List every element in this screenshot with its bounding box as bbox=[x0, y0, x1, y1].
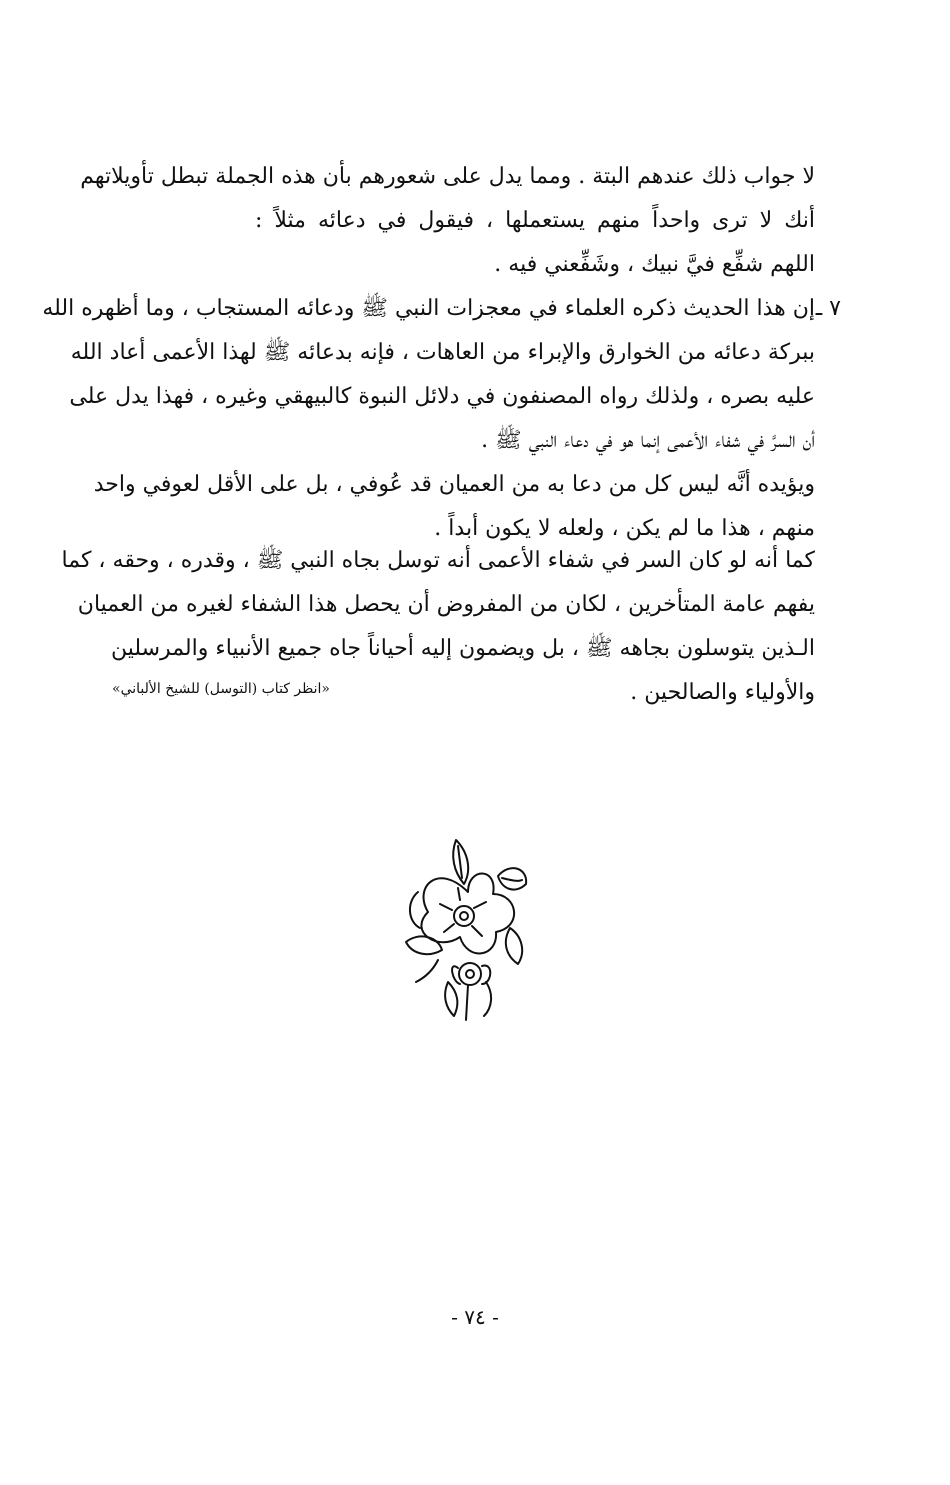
paragraph-line: كما أنه لو كان السر في شفاء الأعمى أنه توسل بجاه النبي ﷺ ، وقدره ، وحقه ، كما bbox=[61, 548, 815, 573]
paragraph-line: إن هذا الحديث ذكره العلماء في معجزات النبي ﷺ ودعائه المستجاب ، وما أظهره الله bbox=[42, 296, 815, 321]
paragraph-line: ببركة دعائه من الخوارق والإبراء من العاهات ، فإنه بدعائه ﷺ لهذا الأعمى أعاد الله bbox=[70, 340, 815, 365]
paragraph-3 bbox=[93, 463, 815, 551]
paragraph-line: منهم ، هذا ما لم يكن ، ولعله لا يكون أبداً . bbox=[434, 516, 815, 541]
paragraph-line: اللهم شفِّع فيَّ نبيك ، وشَفِّعني فيه . bbox=[494, 252, 815, 277]
paragraph-line: لا جواب ذلك عندهم البتة . ومما يدل على شعورهم بأن هذه الجملة تبطل تأويلاتهم bbox=[80, 164, 815, 189]
paragraph-1 bbox=[80, 155, 815, 287]
paragraph-line: أنك لا ترى واحداً منهم يستعملها ، فيقول في دعائه مثلاً : bbox=[255, 208, 815, 233]
paragraph-line: أن السرَّ في شفاء الأعمى إنما هو في دعاء النبي ﷺ . bbox=[481, 428, 815, 453]
page-number: - ٧٤ - bbox=[451, 1305, 499, 1329]
source-note: «انظر كتاب (التوسل) للشيخ الألباني» bbox=[112, 681, 330, 697]
paragraph-line: يفهم عامة المتأخرين ، لكان من المفروض أن يحصل هذا الشفاء لغيره من العميان bbox=[77, 592, 815, 617]
paragraph-line: عليه بصره ، ولذلك رواه المصنفون في دلائل النبوة كالبيهقي وغيره ، فهذا يدل على bbox=[69, 384, 815, 409]
item-number: ٧ ـ bbox=[815, 296, 841, 321]
paragraph-line: الـذين يتوسلون بجاهه ﷺ ، بل ويضمون إليه أحياناً جاه جميع الأنبياء والمرسلين bbox=[110, 636, 815, 661]
flower-ornament-icon bbox=[398, 832, 538, 1022]
paragraph-line: ويؤيده أنَّه ليس كل من دعا به من العميان قد عُوفي ، بل على الأقل لعوفي واحد bbox=[93, 472, 815, 497]
paragraph-2 bbox=[42, 287, 841, 463]
paragraph-line: والأولياء والصالحين . bbox=[630, 680, 815, 705]
